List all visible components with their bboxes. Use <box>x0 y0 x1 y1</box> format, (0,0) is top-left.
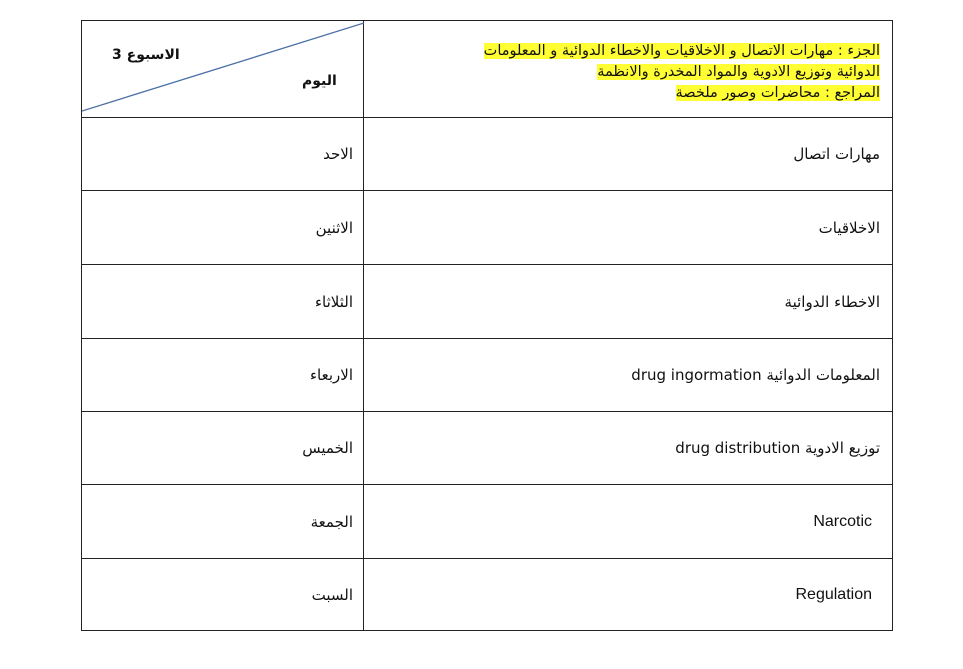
section-description <box>484 41 880 104</box>
diagonal-divider <box>82 21 364 118</box>
topic: Regulation <box>795 585 872 603</box>
section-line-2: الدوائية وتوزيع الادوية والمواد المخدرة والانظمة <box>597 64 880 80</box>
day-column-label: اليوم <box>302 73 337 89</box>
table-row <box>82 118 892 191</box>
day-name: السبت <box>311 585 353 604</box>
table-row <box>82 485 892 559</box>
topic: الاخلاقيات <box>818 218 880 237</box>
day-name: الاربعاء <box>309 366 353 384</box>
topic: المعلومات الدوائية drug ingormation <box>631 366 880 384</box>
table-row <box>82 191 892 265</box>
day-name: الخميس <box>302 439 353 457</box>
header-right-cell <box>364 21 892 117</box>
schedule-table <box>81 20 893 631</box>
topic: توزيع الادوية drug distribution <box>675 439 880 457</box>
table-row <box>82 559 892 630</box>
day-name: الاحد <box>323 145 353 163</box>
table-row <box>82 339 892 412</box>
header-row <box>82 21 892 118</box>
table-row <box>82 265 892 339</box>
topic: Narcotic <box>813 512 872 530</box>
section-line-1: الجزء : مهارات الاتصال و الاخلاقيات والاخطاء الدوائية و المعلومات <box>483 43 880 59</box>
day-name: الثلاثاء <box>314 292 353 311</box>
week-label: الاسبوع 3 <box>112 47 180 63</box>
header-left-cell <box>82 21 364 117</box>
day-name: الاثنين <box>315 218 353 237</box>
topic: مهارات اتصال <box>793 145 880 163</box>
topic: الاخطاء الدوائية <box>784 292 880 311</box>
table-row <box>82 412 892 485</box>
day-name: الجمعة <box>310 512 353 531</box>
references-line: المراجع : محاضرات وصور ملخصة <box>675 85 880 101</box>
